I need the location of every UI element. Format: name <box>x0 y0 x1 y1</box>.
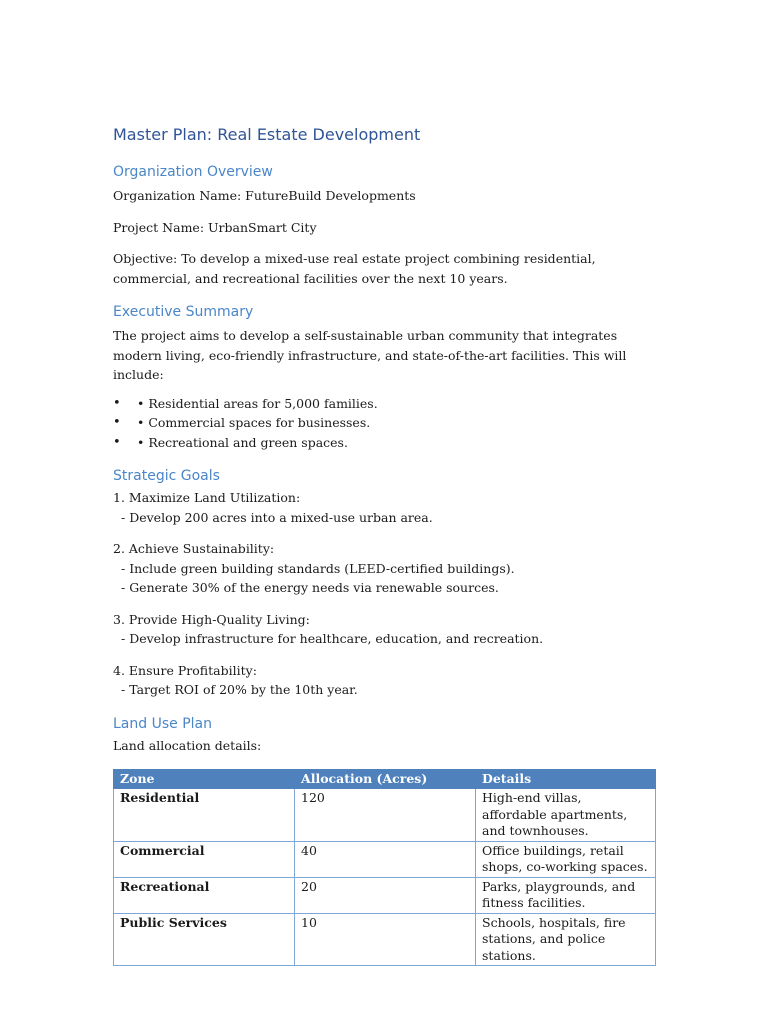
table-header-row <box>114 770 656 789</box>
organization-overview-section <box>113 162 658 288</box>
bullet-icon: • <box>113 434 121 450</box>
goal-item <box>113 661 658 700</box>
goal-item <box>113 488 658 527</box>
list-item <box>113 413 658 433</box>
executive-summary-section <box>113 302 658 452</box>
zone-cell: Residential <box>114 789 295 842</box>
goal-detail: - Include green building standards (LEED-certified buildings). <box>121 560 515 576</box>
list-item <box>113 433 658 453</box>
details-cell: High-end villas, affordable apartments, and townhouses. <box>476 789 656 842</box>
list-item <box>113 394 658 414</box>
goal-title: 1. Maximize Land Utilization: <box>113 490 301 505</box>
zone-cell: Public Services <box>114 913 295 966</box>
table-row <box>114 913 656 966</box>
column-header-allocation: Allocation (Acres) <box>295 770 476 789</box>
list-item-text: • Residential areas for 5,000 families. <box>137 395 378 411</box>
document-page <box>113 124 658 966</box>
goal-detail: - Generate 30% of the energy needs via renewable sources. <box>121 580 499 595</box>
goal-title: 3. Provide High-Quality Living: <box>113 611 310 627</box>
details-cell: Schools, hospitals, fire stations, and police stations. <box>476 913 656 966</box>
allocation-cell: 20 <box>295 877 476 913</box>
organization-name: Organization Name: FutureBuild Developments <box>113 188 416 203</box>
allocation-cell: 120 <box>295 789 476 842</box>
land-allocation-table <box>113 769 656 966</box>
goal-item <box>113 610 658 649</box>
bullet-icon: • <box>113 415 121 430</box>
goal-title: 2. Achieve Sustainability: <box>113 541 275 556</box>
strategic-goals-heading: Strategic Goals <box>113 468 220 484</box>
goal-item <box>113 539 658 598</box>
goal-detail: - Develop 200 acres into a mixed-use urban area. <box>121 509 433 525</box>
land-use-heading: Land Use Plan <box>113 715 212 732</box>
allocation-cell: 10 <box>295 913 476 966</box>
land-use-intro: Land allocation details: <box>113 737 262 753</box>
list-item-text: • Recreational and green spaces. <box>137 434 348 450</box>
details-cell: Parks, playgrounds, and fitness facilities. <box>476 877 656 913</box>
executive-summary-list <box>113 394 658 453</box>
zone-cell: Commercial <box>114 841 295 877</box>
details-cell: Office buildings, retail shops, co-working spaces. <box>476 841 656 877</box>
executive-summary-intro: The project aims to develop a self-sustainable urban community that integrates modern living, eco-friendly infrastructure, and state-of-the-art facilities. This will include: <box>113 328 627 382</box>
table-row <box>114 789 656 842</box>
table-row <box>114 877 656 913</box>
column-header-details: Details <box>476 770 656 789</box>
table-row <box>114 841 656 877</box>
zone-cell: Recreational <box>114 877 295 913</box>
project-name: Project Name: UrbanSmart City <box>113 219 317 235</box>
allocation-cell: 40 <box>295 841 476 877</box>
goal-detail: - Develop infrastructure for healthcare, education, and recreation. <box>121 631 544 646</box>
objective: Objective: To develop a mixed-use real estate project combining residential, commercial, and recreational facilities over the next 10 years. <box>113 251 596 286</box>
executive-summary-heading: Executive Summary <box>113 304 254 320</box>
bullet-icon: • <box>113 395 121 411</box>
goal-detail: - Target ROI of 20% by the 10th year. <box>121 682 358 697</box>
organization-overview-heading: Organization Overview <box>113 164 273 180</box>
list-item-text: • Commercial spaces for businesses. <box>137 415 371 430</box>
document-title: Master Plan: Real Estate Development <box>113 125 421 144</box>
goal-title: 4. Ensure Profitability: <box>113 662 257 678</box>
land-use-section <box>113 714 658 967</box>
column-header-zone: Zone <box>114 770 295 789</box>
strategic-goals-section <box>113 466 658 700</box>
